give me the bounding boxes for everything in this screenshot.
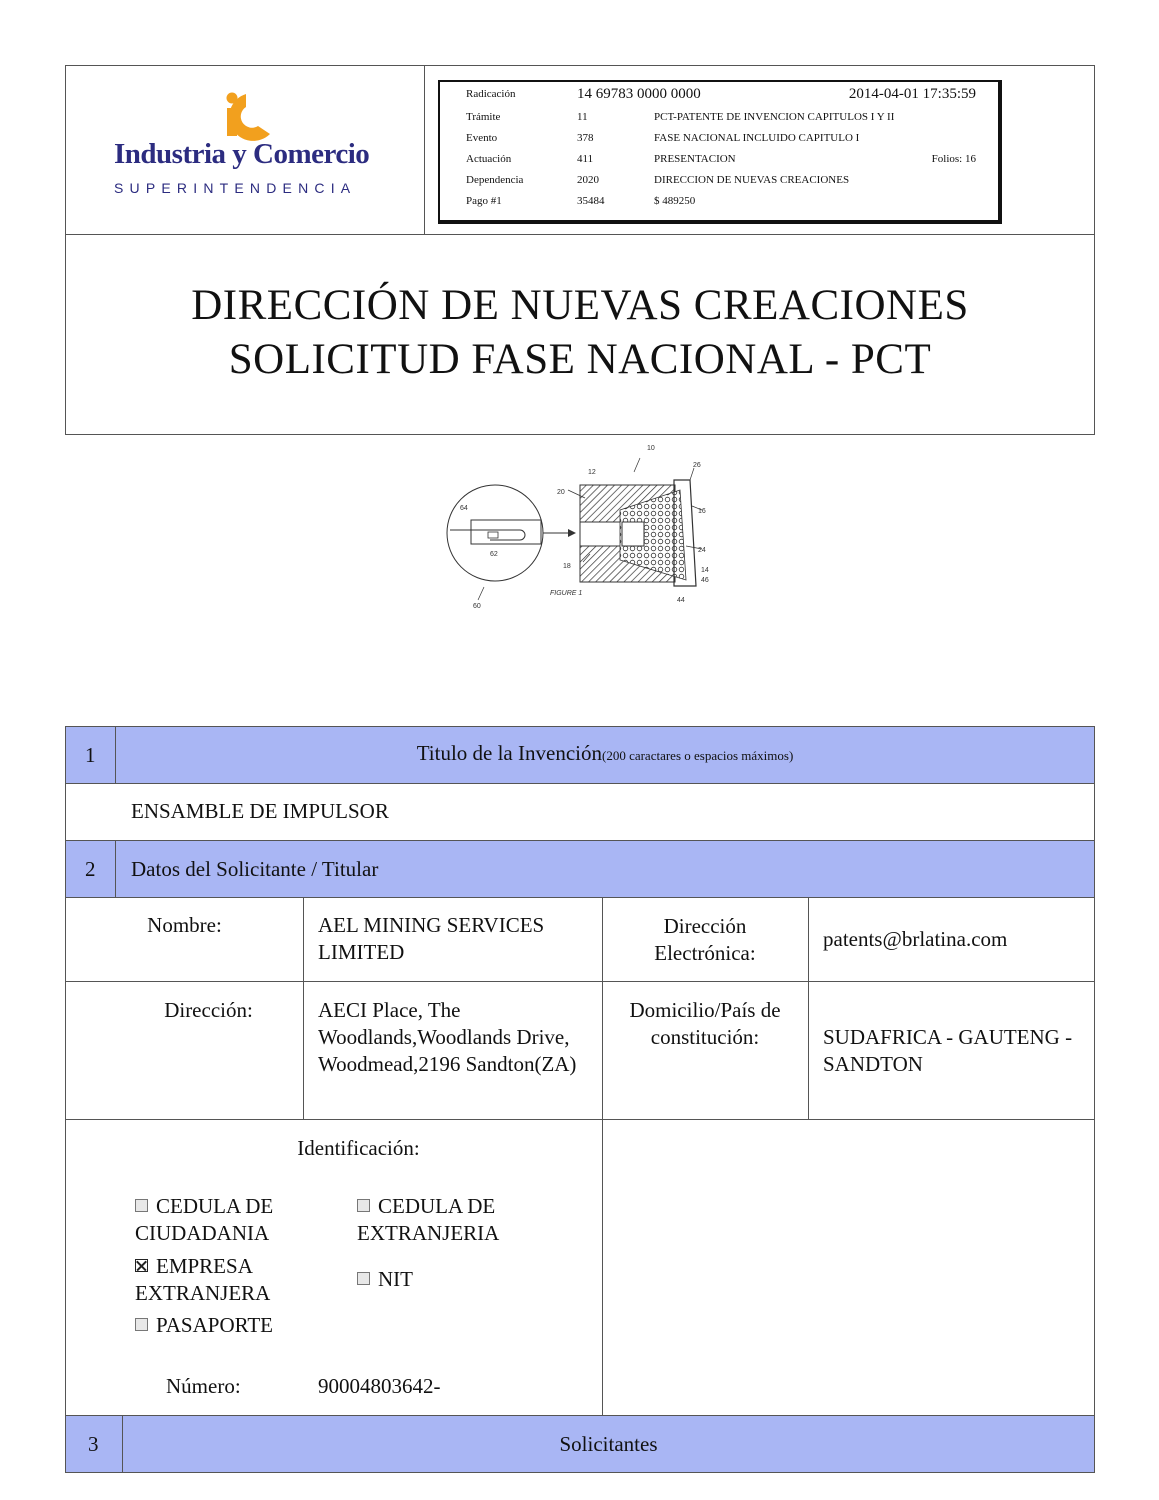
- id-option-empresa-extranjera[interactable]: [135, 1253, 315, 1307]
- folios: Folios: 16: [931, 153, 976, 165]
- filing-stamp-cell: [424, 66, 1094, 234]
- pago-amount: $ 489250: [654, 195, 696, 207]
- tramite-desc: PCT-PATENTE DE INVENCION CAPITULOS I Y II: [654, 111, 895, 123]
- fig-label: 16: [698, 508, 706, 515]
- section3-header: [65, 1415, 1095, 1473]
- stamp-row-pago: [440, 195, 998, 216]
- section1-header: [65, 726, 1095, 784]
- numero-value: 90004803642-: [318, 1374, 441, 1398]
- radicacion-value: 14 69783 0000 0000: [577, 86, 701, 102]
- domicilio-label: Domicilio/País de constitución:: [629, 998, 781, 1049]
- logo-subtitle: SUPERINTENDENCIA: [114, 180, 357, 196]
- doc-title-line1: DIRECCIÓN DE NUEVAS CREACIONES: [191, 282, 969, 329]
- id-option-label: EMPRESA EXTRANJERA: [135, 1254, 271, 1305]
- evento-label: Evento: [466, 132, 498, 144]
- actuacion-desc: PRESENTACION: [654, 153, 736, 165]
- pago-code: 35484: [577, 195, 605, 207]
- nombre-value: AEL MINING SERVICES LIMITED: [318, 913, 545, 964]
- checkbox-icon[interactable]: [135, 1318, 148, 1331]
- fig-label: 44: [677, 597, 685, 604]
- stamp-row-evento: [440, 132, 998, 153]
- dependencia-desc: DIRECCION DE NUEVAS CREACIONES: [654, 174, 850, 186]
- id-option-label: CEDULA DE CIUDADANIA: [135, 1194, 274, 1245]
- checkbox-icon[interactable]: [357, 1272, 370, 1285]
- section1-title-note: (200 caractares o espacios máximos): [601, 748, 794, 763]
- domicilio-value: SUDAFRICA - GAUTENG - SANDTON: [823, 1025, 1073, 1076]
- actuacion-label: Actuación: [466, 153, 512, 165]
- applicant-row-address: [65, 981, 1095, 1120]
- checkbox-icon[interactable]: [357, 1199, 370, 1212]
- email-label: Dirección Electrónica:: [654, 914, 756, 965]
- section1-number-cell: [66, 727, 116, 783]
- patent-figure: [440, 440, 720, 615]
- stamp-row-radicacion: [440, 88, 998, 109]
- email-value: patents@brlatina.com: [823, 927, 1008, 951]
- title-cell: [66, 234, 1094, 434]
- section2-number: 2: [85, 857, 96, 881]
- fig-label: 26: [693, 462, 701, 469]
- section3-number: 3: [88, 1432, 99, 1456]
- pago-label: Pago #1: [466, 195, 502, 207]
- fig-label: 10: [647, 445, 655, 452]
- section1-number: 1: [85, 743, 96, 767]
- section1-title: Titulo de la Invención: [416, 741, 602, 765]
- logo-cell: [66, 66, 425, 234]
- evento-code: 378: [577, 132, 594, 144]
- doc-title-line2: SOLICITUD FASE NACIONAL - PCT: [228, 336, 932, 383]
- applicant-row-name: [65, 897, 1095, 982]
- tramite-code: 11: [577, 111, 588, 123]
- fig-label: 12: [588, 469, 596, 476]
- dependencia-label: Dependencia: [466, 174, 524, 186]
- fig-label: 64: [460, 505, 468, 512]
- nombre-label: Nombre:: [147, 913, 222, 937]
- direccion-label: Dirección:: [164, 998, 253, 1022]
- stamp-row-dependencia: [440, 174, 998, 195]
- id-option-label: PASAPORTE: [156, 1313, 274, 1337]
- applicant-row-identification: [65, 1119, 1095, 1416]
- document-header: [65, 65, 1095, 435]
- fig-label: 24: [698, 547, 706, 554]
- id-option-label: CEDULA DE EXTRANJERIA: [357, 1194, 500, 1245]
- dependencia-code: 2020: [577, 174, 599, 186]
- section2-number-cell: [66, 841, 116, 897]
- section1-value-row: [65, 783, 1095, 841]
- fig-label: 62: [490, 551, 498, 558]
- direccion-value: AECI Place, The Woodlands,Woodlands Drive, Woodmead,2196 Sandton(ZA): [318, 998, 577, 1076]
- stamp-row-tramite: [440, 111, 998, 132]
- id-option-cedula-extranjeria[interactable]: [357, 1193, 547, 1247]
- fig-label: 14: [701, 567, 709, 574]
- tramite-label: Trámite: [466, 111, 501, 123]
- evento-desc: FASE NACIONAL INCLUIDO CAPITULO I: [654, 132, 860, 144]
- figure-caption: FIGURE 1: [550, 590, 583, 597]
- section2-header: [65, 840, 1095, 898]
- fig-label: 60: [473, 603, 481, 610]
- numero-label: Número:: [166, 1374, 241, 1398]
- id-option-nit[interactable]: [357, 1266, 547, 1293]
- filing-stamp: [438, 80, 1002, 224]
- section2-title: Datos del Solicitante / Titular: [131, 857, 379, 881]
- section3-title: Solicitantes: [559, 1432, 658, 1456]
- identificacion-label: Identificación:: [297, 1136, 420, 1160]
- id-option-cedula-ciudadania[interactable]: [135, 1193, 315, 1247]
- radicacion-datetime: 2014-04-01 17:35:59: [848, 86, 976, 102]
- actuacion-code: 411: [577, 153, 594, 165]
- fig-label: 20: [557, 489, 565, 496]
- stamp-row-actuacion: [440, 153, 998, 174]
- logo-name: Industria y Comercio: [114, 138, 370, 170]
- radicacion-label: Radicación: [466, 88, 516, 100]
- invention-title: ENSAMBLE DE IMPULSOR: [131, 799, 389, 823]
- section1-title-wrap: [116, 741, 1094, 766]
- section3-number-cell: [66, 1416, 123, 1472]
- checked-checkbox-icon[interactable]: [135, 1259, 148, 1272]
- checkbox-icon[interactable]: [135, 1199, 148, 1212]
- fig-label: 18: [563, 563, 571, 570]
- id-option-label: NIT: [378, 1267, 413, 1291]
- fig-label: 46: [701, 577, 709, 584]
- id-option-pasaporte[interactable]: [135, 1312, 335, 1339]
